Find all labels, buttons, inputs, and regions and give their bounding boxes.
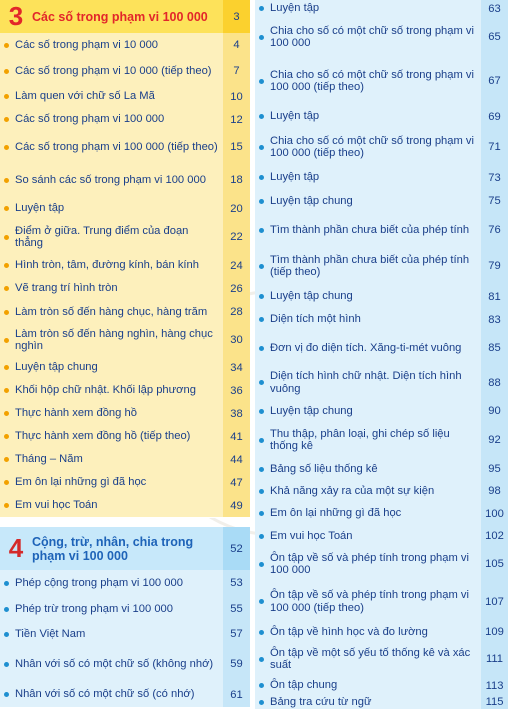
item-text-wrap bbox=[255, 69, 481, 94]
item-page: 53 bbox=[223, 570, 250, 596]
item-page: 102 bbox=[481, 525, 508, 547]
chapter-number: 3 bbox=[8, 1, 24, 31]
item-text-wrap bbox=[0, 628, 223, 640]
item-page: 57 bbox=[223, 622, 250, 646]
item-text-wrap bbox=[255, 2, 481, 14]
item-title: Luyện tập bbox=[270, 171, 320, 184]
bullet-icon bbox=[259, 534, 264, 539]
bullet-icon bbox=[4, 457, 9, 462]
item-page: 109 bbox=[481, 622, 508, 642]
item-text-wrap bbox=[255, 428, 481, 453]
item-page: 105 bbox=[481, 547, 508, 581]
chapter-4-item[interactable] bbox=[0, 596, 250, 623]
bullet-icon bbox=[4, 206, 9, 211]
item-text-wrap bbox=[0, 90, 223, 102]
chapter-3-item[interactable] bbox=[0, 425, 250, 449]
bullet-icon bbox=[4, 692, 9, 697]
bullet-icon bbox=[4, 411, 9, 416]
item-page: 36 bbox=[223, 379, 250, 402]
chapter-3-item[interactable] bbox=[0, 85, 250, 109]
item-title: Thực hành xem đồng hồ (tiếp theo) bbox=[15, 430, 191, 443]
item-text-wrap bbox=[0, 39, 223, 51]
item-text-wrap bbox=[0, 577, 223, 589]
bullet-icon bbox=[259, 657, 264, 662]
toc-item[interactable] bbox=[255, 166, 508, 190]
item-text-wrap bbox=[0, 603, 223, 615]
chapter-title: Cộng, trừ, nhân, chia trong phạm vi 100 000 bbox=[32, 534, 194, 563]
item-page: 90 bbox=[481, 400, 508, 422]
chapter-4-item[interactable] bbox=[0, 622, 250, 647]
item-text-wrap bbox=[255, 342, 481, 354]
item-page: 26 bbox=[223, 277, 250, 300]
item-text-wrap bbox=[255, 405, 481, 417]
toc-item[interactable] bbox=[255, 285, 508, 309]
chapter-3-item[interactable] bbox=[0, 277, 250, 301]
item-title: Chia cho số có một chữ số trong phạm vi 100 000 bbox=[270, 24, 474, 49]
item-title: Đơn vị đo diện tích. Xăng-ti-mét vuông bbox=[270, 341, 462, 354]
item-page: 69 bbox=[481, 105, 508, 128]
item-page: 85 bbox=[481, 331, 508, 365]
item-page: 67 bbox=[481, 57, 508, 105]
item-page: 41 bbox=[223, 425, 250, 448]
item-page: 73 bbox=[481, 166, 508, 189]
item-text-wrap bbox=[0, 430, 223, 442]
chapter-3-item[interactable] bbox=[0, 471, 250, 495]
item-title: Luyện tập bbox=[15, 202, 65, 215]
toc-item[interactable] bbox=[255, 0, 508, 18]
item-text-wrap bbox=[0, 306, 223, 318]
item-page: 81 bbox=[481, 285, 508, 308]
item-page: 49 bbox=[223, 494, 250, 517]
bullet-icon bbox=[4, 286, 9, 291]
item-text-wrap bbox=[255, 507, 481, 519]
chapter-page: 52 bbox=[223, 527, 250, 570]
item-title: Ôn tập về hình học và đo lường bbox=[270, 625, 428, 638]
item-text-wrap bbox=[0, 328, 223, 353]
item-page: 22 bbox=[223, 220, 250, 254]
item-page: 92 bbox=[481, 422, 508, 458]
item-title: Ôn tập về số và phép tính trong phạm vi 100 000 bbox=[270, 551, 470, 576]
chapter-4-item[interactable] bbox=[0, 682, 250, 708]
item-title: Em vui học Toán bbox=[270, 529, 353, 542]
item-text-wrap bbox=[0, 361, 223, 373]
item-page: 30 bbox=[223, 324, 250, 356]
item-title: Làm tròn số đến hàng chục, hàng trăm bbox=[15, 305, 208, 318]
item-title: Làm quen với chữ số La Mã bbox=[15, 90, 155, 103]
item-page: 47 bbox=[223, 471, 250, 494]
item-page: 88 bbox=[481, 365, 508, 400]
item-title: Các số trong phạm vi 10 000 (tiếp theo) bbox=[15, 64, 212, 77]
item-page: 12 bbox=[223, 108, 250, 131]
bullet-icon bbox=[259, 199, 264, 204]
bullet-icon bbox=[259, 175, 264, 180]
item-title: Luyện tập chung bbox=[270, 194, 353, 207]
chapter-title: Các số trong phạm vi 100 000 bbox=[32, 9, 208, 24]
toc-item[interactable] bbox=[255, 642, 508, 677]
chapter-3-item[interactable] bbox=[0, 220, 250, 255]
item-text-wrap bbox=[0, 407, 223, 419]
item-page: 95 bbox=[481, 458, 508, 480]
item-text-wrap bbox=[0, 453, 223, 465]
chapter-3-item[interactable] bbox=[0, 448, 250, 472]
chapter-4-header[interactable] bbox=[0, 527, 250, 570]
bullet-icon bbox=[4, 94, 9, 99]
bullet-icon bbox=[4, 310, 9, 315]
item-text-wrap bbox=[0, 113, 223, 125]
bullet-icon bbox=[259, 228, 264, 233]
bullet-icon bbox=[259, 35, 264, 40]
item-title: Các số trong phạm vi 100 000 bbox=[15, 113, 165, 126]
item-title: Bảng số liệu thống kê bbox=[270, 462, 378, 475]
item-page: 71 bbox=[481, 128, 508, 166]
bullet-icon bbox=[4, 178, 9, 183]
item-title: Nhân với số có một chữ số (có nhớ) bbox=[15, 688, 195, 701]
item-title: Nhân với số có một chữ số (không nhớ) bbox=[15, 657, 214, 670]
item-title: Vẽ trang trí hình tròn bbox=[15, 282, 118, 295]
item-title: Diện tích hình chữ nhật. Diện tích hình vuông bbox=[270, 370, 462, 395]
item-text-wrap bbox=[255, 195, 481, 207]
item-page: 18 bbox=[223, 163, 250, 197]
item-page: 38 bbox=[223, 402, 250, 425]
bullet-icon bbox=[4, 434, 9, 439]
item-title: Điểm ở giữa. Trung điểm của đoạn thẳng bbox=[15, 224, 189, 249]
item-page: 55 bbox=[223, 596, 250, 622]
bullet-icon bbox=[259, 114, 264, 119]
toc-item[interactable] bbox=[255, 57, 508, 106]
bullet-icon bbox=[259, 264, 264, 269]
item-title: So sánh các số trong phạm vi 100 000 bbox=[15, 173, 206, 186]
item-page: 100 bbox=[481, 502, 508, 525]
chapter-4-item[interactable] bbox=[0, 646, 250, 683]
bullet-icon bbox=[4, 145, 9, 150]
item-text-wrap bbox=[255, 485, 481, 497]
toc-item[interactable] bbox=[255, 480, 508, 503]
item-text-wrap bbox=[0, 282, 223, 294]
item-title: Luyện tập chung bbox=[15, 361, 98, 374]
item-title: Em vui học Toán bbox=[15, 499, 98, 512]
chapter-3-item[interactable] bbox=[0, 57, 250, 86]
chapter-number: 4 bbox=[8, 533, 24, 563]
toc-item[interactable] bbox=[255, 695, 508, 710]
item-text-wrap bbox=[255, 679, 481, 691]
item-text-wrap bbox=[0, 174, 223, 186]
item-title: Luyện tập chung bbox=[270, 404, 353, 417]
item-text-wrap bbox=[255, 647, 481, 672]
chapter-3-item[interactable] bbox=[0, 163, 250, 198]
toc-item[interactable] bbox=[255, 502, 508, 526]
item-text-wrap bbox=[0, 225, 223, 250]
bullet-icon bbox=[4, 263, 9, 268]
toc-item[interactable] bbox=[255, 105, 508, 129]
item-title: Thực hành xem đồng hồ bbox=[15, 407, 137, 420]
item-text-wrap bbox=[255, 530, 481, 542]
item-page: 115 bbox=[481, 695, 508, 709]
bullet-icon bbox=[259, 562, 264, 567]
chapter-3-item[interactable] bbox=[0, 300, 250, 325]
item-title: Em ôn lại những gì đã học bbox=[15, 476, 147, 489]
item-text-wrap bbox=[255, 313, 481, 325]
item-text-wrap bbox=[255, 25, 481, 50]
toc-item[interactable] bbox=[255, 189, 508, 214]
item-text-wrap bbox=[255, 696, 481, 708]
toc-item[interactable] bbox=[255, 622, 508, 643]
item-text-wrap bbox=[0, 259, 223, 271]
chapter-3-item[interactable] bbox=[0, 197, 250, 221]
bullet-icon bbox=[259, 630, 264, 635]
item-text-wrap bbox=[255, 171, 481, 183]
bullet-icon bbox=[259, 700, 264, 705]
item-page: 7 bbox=[223, 57, 250, 85]
item-text-wrap bbox=[255, 135, 481, 160]
bullet-icon bbox=[4, 632, 9, 637]
item-text-wrap bbox=[255, 224, 481, 236]
item-title: Ôn tập về số và phép tính trong phạm vi 100 000 (tiếp theo) bbox=[270, 589, 470, 614]
item-text-wrap bbox=[0, 384, 223, 396]
bullet-icon bbox=[259, 511, 264, 516]
item-title: Tìm thành phần chưa biết của phép tính bbox=[270, 223, 470, 236]
item-text-wrap bbox=[255, 254, 481, 279]
bullet-icon bbox=[259, 438, 264, 443]
bullet-icon bbox=[4, 235, 9, 240]
item-page: 113 bbox=[481, 676, 508, 695]
item-page: 61 bbox=[223, 682, 250, 707]
chapter-4-item[interactable] bbox=[0, 570, 250, 597]
item-title: Tháng – Năm bbox=[15, 453, 83, 466]
item-title: Hình tròn, tâm, đường kính, bán kính bbox=[15, 259, 199, 272]
item-page: 34 bbox=[223, 356, 250, 379]
item-page: 83 bbox=[481, 308, 508, 331]
item-page: 75 bbox=[481, 189, 508, 213]
chapter-3-item[interactable] bbox=[0, 494, 250, 518]
bullet-icon bbox=[4, 581, 9, 586]
item-title: Bảng tra cứu từ ngữ bbox=[270, 695, 372, 708]
item-title: Khối hộp chữ nhật. Khối lập phương bbox=[15, 384, 196, 397]
chapter-3-header[interactable] bbox=[0, 0, 250, 33]
item-title: Luyện tập bbox=[270, 110, 320, 123]
item-title: Chia cho số có một chữ số trong phạm vi 100 000 (tiếp theo) bbox=[270, 68, 474, 93]
item-text-wrap bbox=[0, 658, 223, 670]
bullet-icon bbox=[4, 480, 9, 485]
item-title: Chia cho số có một chữ số trong phạm vi 100 000 (tiếp theo) bbox=[270, 134, 474, 159]
bullet-icon bbox=[259, 380, 264, 385]
item-page: 76 bbox=[481, 213, 508, 247]
bullet-icon bbox=[259, 489, 264, 494]
item-text-wrap bbox=[255, 552, 481, 577]
item-title: Tiền Việt Nam bbox=[15, 627, 86, 640]
item-title: Khả năng xảy ra của một sự kiện bbox=[270, 484, 435, 497]
item-text-wrap bbox=[0, 499, 223, 511]
item-title: Ôn tập về một số yếu tố thống kê và xác suất bbox=[270, 646, 471, 671]
bullet-icon bbox=[4, 503, 9, 508]
chapter-3-item[interactable] bbox=[0, 402, 250, 426]
item-text-wrap bbox=[255, 370, 481, 395]
item-text-wrap bbox=[255, 626, 481, 638]
chapter-3-item[interactable] bbox=[0, 356, 250, 380]
toc-item[interactable] bbox=[255, 547, 508, 582]
item-page: 65 bbox=[481, 17, 508, 57]
toc-item[interactable] bbox=[255, 247, 508, 286]
item-text-wrap bbox=[0, 476, 223, 488]
chapter-3-item[interactable] bbox=[0, 254, 250, 278]
item-page: 59 bbox=[223, 646, 250, 682]
item-page: 4 bbox=[223, 33, 250, 57]
item-title: Ôn tập chung bbox=[270, 679, 338, 692]
toc-item[interactable] bbox=[255, 331, 508, 366]
toc-item[interactable] bbox=[255, 17, 508, 58]
bullet-icon bbox=[259, 79, 264, 84]
bullet-icon bbox=[4, 338, 9, 343]
toc-item[interactable] bbox=[255, 676, 508, 696]
bullet-icon bbox=[259, 683, 264, 688]
item-text-wrap bbox=[0, 141, 223, 153]
toc-item[interactable] bbox=[255, 581, 508, 623]
toc-item[interactable] bbox=[255, 308, 508, 332]
item-title: Các số trong phạm vi 100 000 (tiếp theo) bbox=[15, 140, 218, 153]
bullet-icon bbox=[4, 607, 9, 612]
bullet-icon bbox=[259, 346, 264, 351]
bullet-icon bbox=[4, 69, 9, 74]
item-title: Tìm thành phần chưa biết của phép tính (tiếp theo) bbox=[270, 253, 470, 278]
item-page: 79 bbox=[481, 247, 508, 285]
item-page: 111 bbox=[481, 642, 508, 676]
bullet-icon bbox=[4, 388, 9, 393]
bullet-icon bbox=[4, 117, 9, 122]
item-page: 10 bbox=[223, 85, 250, 108]
item-text-wrap bbox=[255, 110, 481, 122]
toc-item[interactable] bbox=[255, 213, 508, 248]
item-title: Luyện tập chung bbox=[270, 290, 353, 303]
bullet-icon bbox=[259, 294, 264, 299]
toc-item[interactable] bbox=[255, 365, 508, 401]
item-page: 24 bbox=[223, 254, 250, 277]
item-page: 44 bbox=[223, 448, 250, 471]
item-text-wrap bbox=[0, 65, 223, 77]
item-page: 15 bbox=[223, 131, 250, 163]
bullet-icon bbox=[259, 599, 264, 604]
chapter-3-item[interactable] bbox=[0, 131, 250, 164]
toc-item[interactable] bbox=[255, 128, 508, 167]
item-page: 98 bbox=[481, 480, 508, 502]
item-title: Phép trừ trong phạm vi 100 000 bbox=[15, 602, 173, 615]
bullet-icon bbox=[259, 467, 264, 472]
bullet-icon bbox=[259, 6, 264, 11]
chapter-3-item[interactable] bbox=[0, 324, 250, 357]
toc-item[interactable] bbox=[255, 422, 508, 459]
item-title: Luyện tập bbox=[270, 2, 320, 15]
chapter-3-item[interactable] bbox=[0, 33, 250, 58]
item-page: 28 bbox=[223, 300, 250, 324]
item-title: Em ôn lại những gì đã học bbox=[270, 507, 402, 520]
item-title: Làm tròn số đến hàng nghìn, hàng chục nghìn bbox=[15, 327, 213, 352]
item-text-wrap bbox=[0, 688, 223, 700]
toc-item[interactable] bbox=[255, 400, 508, 423]
item-title: Phép cộng trong phạm vi 100 000 bbox=[15, 576, 183, 589]
item-text-wrap bbox=[255, 589, 481, 614]
item-text-wrap bbox=[255, 463, 481, 475]
chapter-3-item[interactable] bbox=[0, 379, 250, 403]
item-title: Diện tích một hình bbox=[270, 313, 361, 326]
bullet-icon bbox=[4, 365, 9, 370]
item-title: Thu thập, phân loại, ghi chép số liệu thống kê bbox=[270, 427, 450, 452]
item-page: 63 bbox=[481, 0, 508, 17]
bullet-icon bbox=[4, 662, 9, 667]
bullet-icon bbox=[259, 317, 264, 322]
bullet-icon bbox=[259, 409, 264, 414]
item-text-wrap bbox=[0, 202, 223, 214]
toc-item[interactable] bbox=[255, 525, 508, 548]
chapter-3-item[interactable] bbox=[0, 108, 250, 132]
bullet-icon bbox=[4, 43, 9, 48]
chapter-page: 3 bbox=[223, 0, 250, 33]
toc-item[interactable] bbox=[255, 458, 508, 481]
item-title: Các số trong phạm vi 10 000 bbox=[15, 38, 159, 51]
item-page: 107 bbox=[481, 581, 508, 622]
item-text-wrap bbox=[255, 290, 481, 302]
bullet-icon bbox=[259, 145, 264, 150]
item-page: 20 bbox=[223, 197, 250, 220]
